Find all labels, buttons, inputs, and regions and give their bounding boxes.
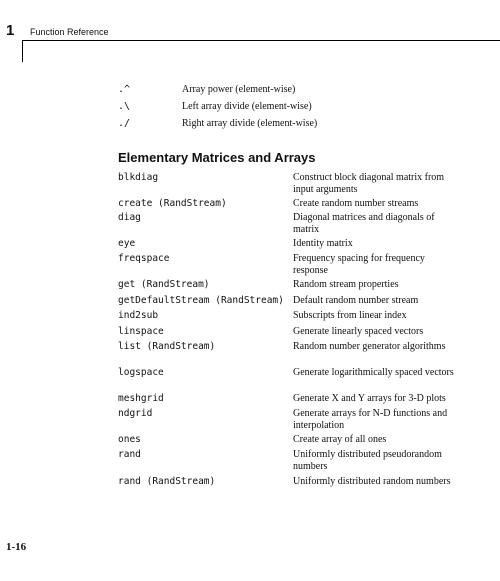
function-description: Random number generator algorithms bbox=[293, 341, 446, 352]
operator-description: Left array divide (element-wise) bbox=[182, 101, 312, 112]
function-description: Uniformly distributed pseudorandom numbers bbox=[293, 449, 442, 472]
function-name[interactable]: ones bbox=[118, 434, 141, 445]
function-description: Subscripts from linear index bbox=[293, 310, 407, 321]
operator-symbol: ./ bbox=[118, 118, 131, 129]
function-name[interactable]: blkdiag bbox=[118, 172, 159, 183]
function-name[interactable]: get (RandStream) bbox=[118, 279, 210, 290]
function-name[interactable]: ind2sub bbox=[118, 310, 159, 321]
header-rule bbox=[22, 40, 500, 41]
function-description: Generate linearly spaced vectors bbox=[293, 326, 424, 337]
function-description: Generate X and Y arrays for 3-D plots bbox=[293, 393, 446, 404]
function-description: Diagonal matrices and diagonals of matrix bbox=[293, 212, 435, 235]
function-description: Default random number stream bbox=[293, 295, 419, 306]
function-description: Identity matrix bbox=[293, 238, 353, 249]
function-description: Generate logarithmically spaced vectors bbox=[293, 367, 454, 378]
function-description: Frequency spacing for frequency response bbox=[293, 253, 425, 276]
page-number: 1-16 bbox=[6, 541, 27, 553]
section-title: Elementary Matrices and Arrays bbox=[118, 150, 316, 165]
function-name[interactable]: meshgrid bbox=[118, 393, 164, 404]
chapter-title: Function Reference bbox=[30, 27, 109, 37]
function-description: Construct block diagonal matrix from input arguments bbox=[293, 172, 445, 195]
function-description: Random stream properties bbox=[293, 279, 399, 290]
function-description: Create random number streams bbox=[293, 198, 419, 209]
function-description: Generate arrays for N-D functions and interpolation bbox=[293, 408, 448, 431]
function-name[interactable]: logspace bbox=[118, 367, 164, 378]
operator-description: Array power (element-wise) bbox=[182, 84, 296, 95]
function-name[interactable]: rand (RandStream) bbox=[118, 476, 216, 487]
function-description: Uniformly distributed random numbers bbox=[293, 476, 451, 487]
function-name[interactable]: diag bbox=[118, 212, 141, 223]
function-name[interactable]: eye bbox=[118, 238, 136, 249]
function-name[interactable]: linspace bbox=[118, 326, 164, 337]
function-name[interactable]: rand bbox=[118, 449, 141, 460]
function-name[interactable]: create (RandStream) bbox=[118, 198, 227, 209]
chapter-number: 1 bbox=[6, 22, 15, 39]
operator-symbol: .\ bbox=[118, 101, 131, 112]
function-name[interactable]: ndgrid bbox=[118, 408, 153, 419]
operator-description: Right array divide (element-wise) bbox=[182, 118, 318, 129]
operator-symbol: .^ bbox=[118, 84, 131, 95]
function-description: Create array of all ones bbox=[293, 434, 387, 445]
function-name[interactable]: list (RandStream) bbox=[118, 341, 216, 352]
header-vertical-rule bbox=[22, 40, 23, 62]
function-name[interactable]: getDefaultStream (RandStream) bbox=[118, 295, 284, 306]
function-name[interactable]: freqspace bbox=[118, 253, 170, 264]
